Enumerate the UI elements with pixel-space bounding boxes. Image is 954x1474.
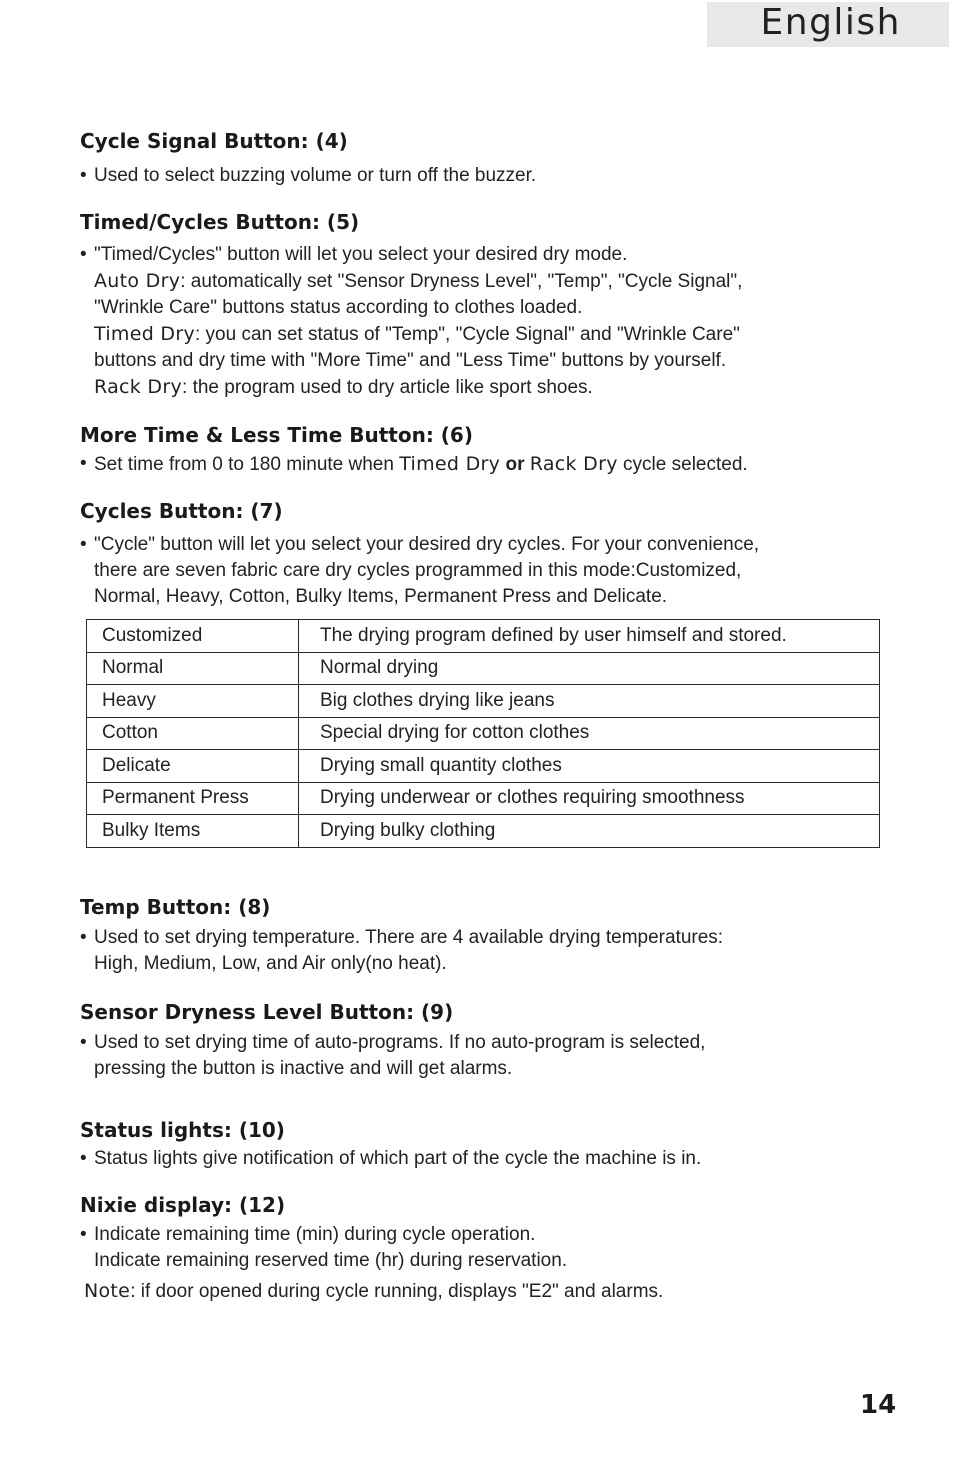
- mode-description: : automatically set "Sensor Dryness Level", "Temp", "Cycle Signal",: [180, 271, 743, 292]
- section-status-lights: [80, 1117, 900, 1172]
- continuation-text: there are seven fabric care dry cycles programmed in this mode:Customized,: [94, 560, 742, 581]
- cycle-name: Bulky Items: [87, 815, 299, 848]
- mode-description: : the program used to dry article like sport shoes.: [182, 377, 593, 398]
- cycle-name: Heavy: [87, 685, 299, 718]
- cycle-name: Delicate: [87, 750, 299, 783]
- table-row: [87, 717, 880, 750]
- section-title: Temp Button: (8): [80, 895, 271, 919]
- cycle-description: The drying program defined by user himself and stored.: [299, 620, 880, 653]
- auto-dry-line-2: "Wrinkle Care" buttons status according to clothes loaded.: [94, 297, 583, 318]
- continuation-text: Normal, Heavy, Cotton, Bulky Items, Permanent Press and Delicate.: [94, 586, 668, 607]
- section-cycle-signal: [80, 128, 900, 189]
- table-row: [87, 652, 880, 685]
- bullet-text: • Used to set drying temperature. There are 4 available drying temperatures:: [80, 925, 900, 951]
- table-row: [87, 815, 880, 848]
- section-timed-cycles: [80, 209, 900, 401]
- cycle-description: Drying small quantity clothes: [299, 750, 880, 783]
- timed-dry-line-2: buttons and dry time with "More Time" and "Less Time" buttons by yourself.: [94, 350, 727, 371]
- language-label: English: [760, 2, 901, 43]
- continuation-text: High, Medium, Low, and Air only(no heat).: [94, 953, 447, 974]
- bullet-text: • "Timed/Cycles" button will let you select your desired dry mode.: [80, 242, 900, 268]
- language-tab: [707, 2, 949, 47]
- cycle-name: Customized: [87, 620, 299, 653]
- continuation-text: Indicate remaining reserved time (hr) during reservation.: [94, 1250, 568, 1271]
- section-title: Cycle Signal Button: (4): [80, 129, 348, 153]
- cycles-table: [86, 619, 880, 848]
- section-title: More Time & Less Time Button: (6): [80, 423, 473, 447]
- bullet-text: [80, 451, 900, 478]
- rack-dry-line: [80, 374, 900, 401]
- mode-label: Rack Dry: [529, 453, 618, 475]
- section-title: Timed/Cycles Button: (5): [80, 210, 360, 234]
- cycle-name: Permanent Press: [87, 782, 299, 815]
- mode-label: Timed Dry: [399, 453, 501, 475]
- cycle-name: Cotton: [87, 717, 299, 750]
- bullet-text: • Status lights give notification of which part of the cycle the machine is in.: [80, 1146, 900, 1172]
- table-row: [87, 685, 880, 718]
- section-title: Status lights: (10): [80, 1118, 285, 1142]
- auto-dry-line: [80, 268, 900, 295]
- mode-label: Auto Dry: [94, 270, 181, 292]
- or-word: or: [505, 454, 525, 475]
- section-sensor-dryness: [80, 999, 900, 1082]
- section-title: Nixie display: (12): [80, 1193, 286, 1217]
- cycle-description: Drying bulky clothing: [299, 815, 880, 848]
- cycle-description: Special drying for cotton clothes: [299, 717, 880, 750]
- note-line: [80, 1278, 900, 1305]
- timed-dry-line: [80, 321, 900, 348]
- mode-label: Timed Dry: [94, 323, 195, 345]
- text-part: Set time from 0 to 180 minute when: [94, 454, 400, 475]
- text-part: cycle selected.: [617, 454, 748, 475]
- section-cycles: [80, 498, 900, 610]
- mode-label: Rack Dry: [94, 376, 183, 398]
- section-temp: [80, 894, 900, 977]
- cycle-name: Normal: [87, 652, 299, 685]
- bullet-text: • "Cycle" button will let you select your desired dry cycles. For your convenience,: [80, 532, 900, 558]
- bullet-text: • Used to select buzzing volume or turn off the buzzer.: [80, 163, 900, 189]
- table-row: [87, 620, 880, 653]
- section-more-less-time: [80, 422, 900, 478]
- bullet-text: • Used to set drying time of auto-programs. If no auto-program is selected,: [80, 1030, 900, 1056]
- note-text: : if door opened during cycle running, displays "E2" and alarms.: [130, 1281, 664, 1302]
- table-row: [87, 750, 880, 783]
- page-number: 14: [860, 1390, 897, 1420]
- section-nixie-display: [80, 1192, 900, 1305]
- table-row: [87, 782, 880, 815]
- bullet-text: • Indicate remaining time (min) during cycle operation.: [80, 1222, 900, 1248]
- note-label: Note: [84, 1280, 131, 1302]
- cycle-description: Normal drying: [299, 652, 880, 685]
- mode-description: : you can set status of "Temp", "Cycle Signal" and "Wrinkle Care": [194, 324, 740, 345]
- cycle-description: Drying underwear or clothes requiring smoothness: [299, 782, 880, 815]
- section-title: Sensor Dryness Level Button: (9): [80, 1000, 454, 1024]
- cycle-description: Big clothes drying like jeans: [299, 685, 880, 718]
- continuation-text: pressing the button is inactive and will get alarms.: [94, 1058, 513, 1079]
- section-title: Cycles Button: (7): [80, 499, 283, 523]
